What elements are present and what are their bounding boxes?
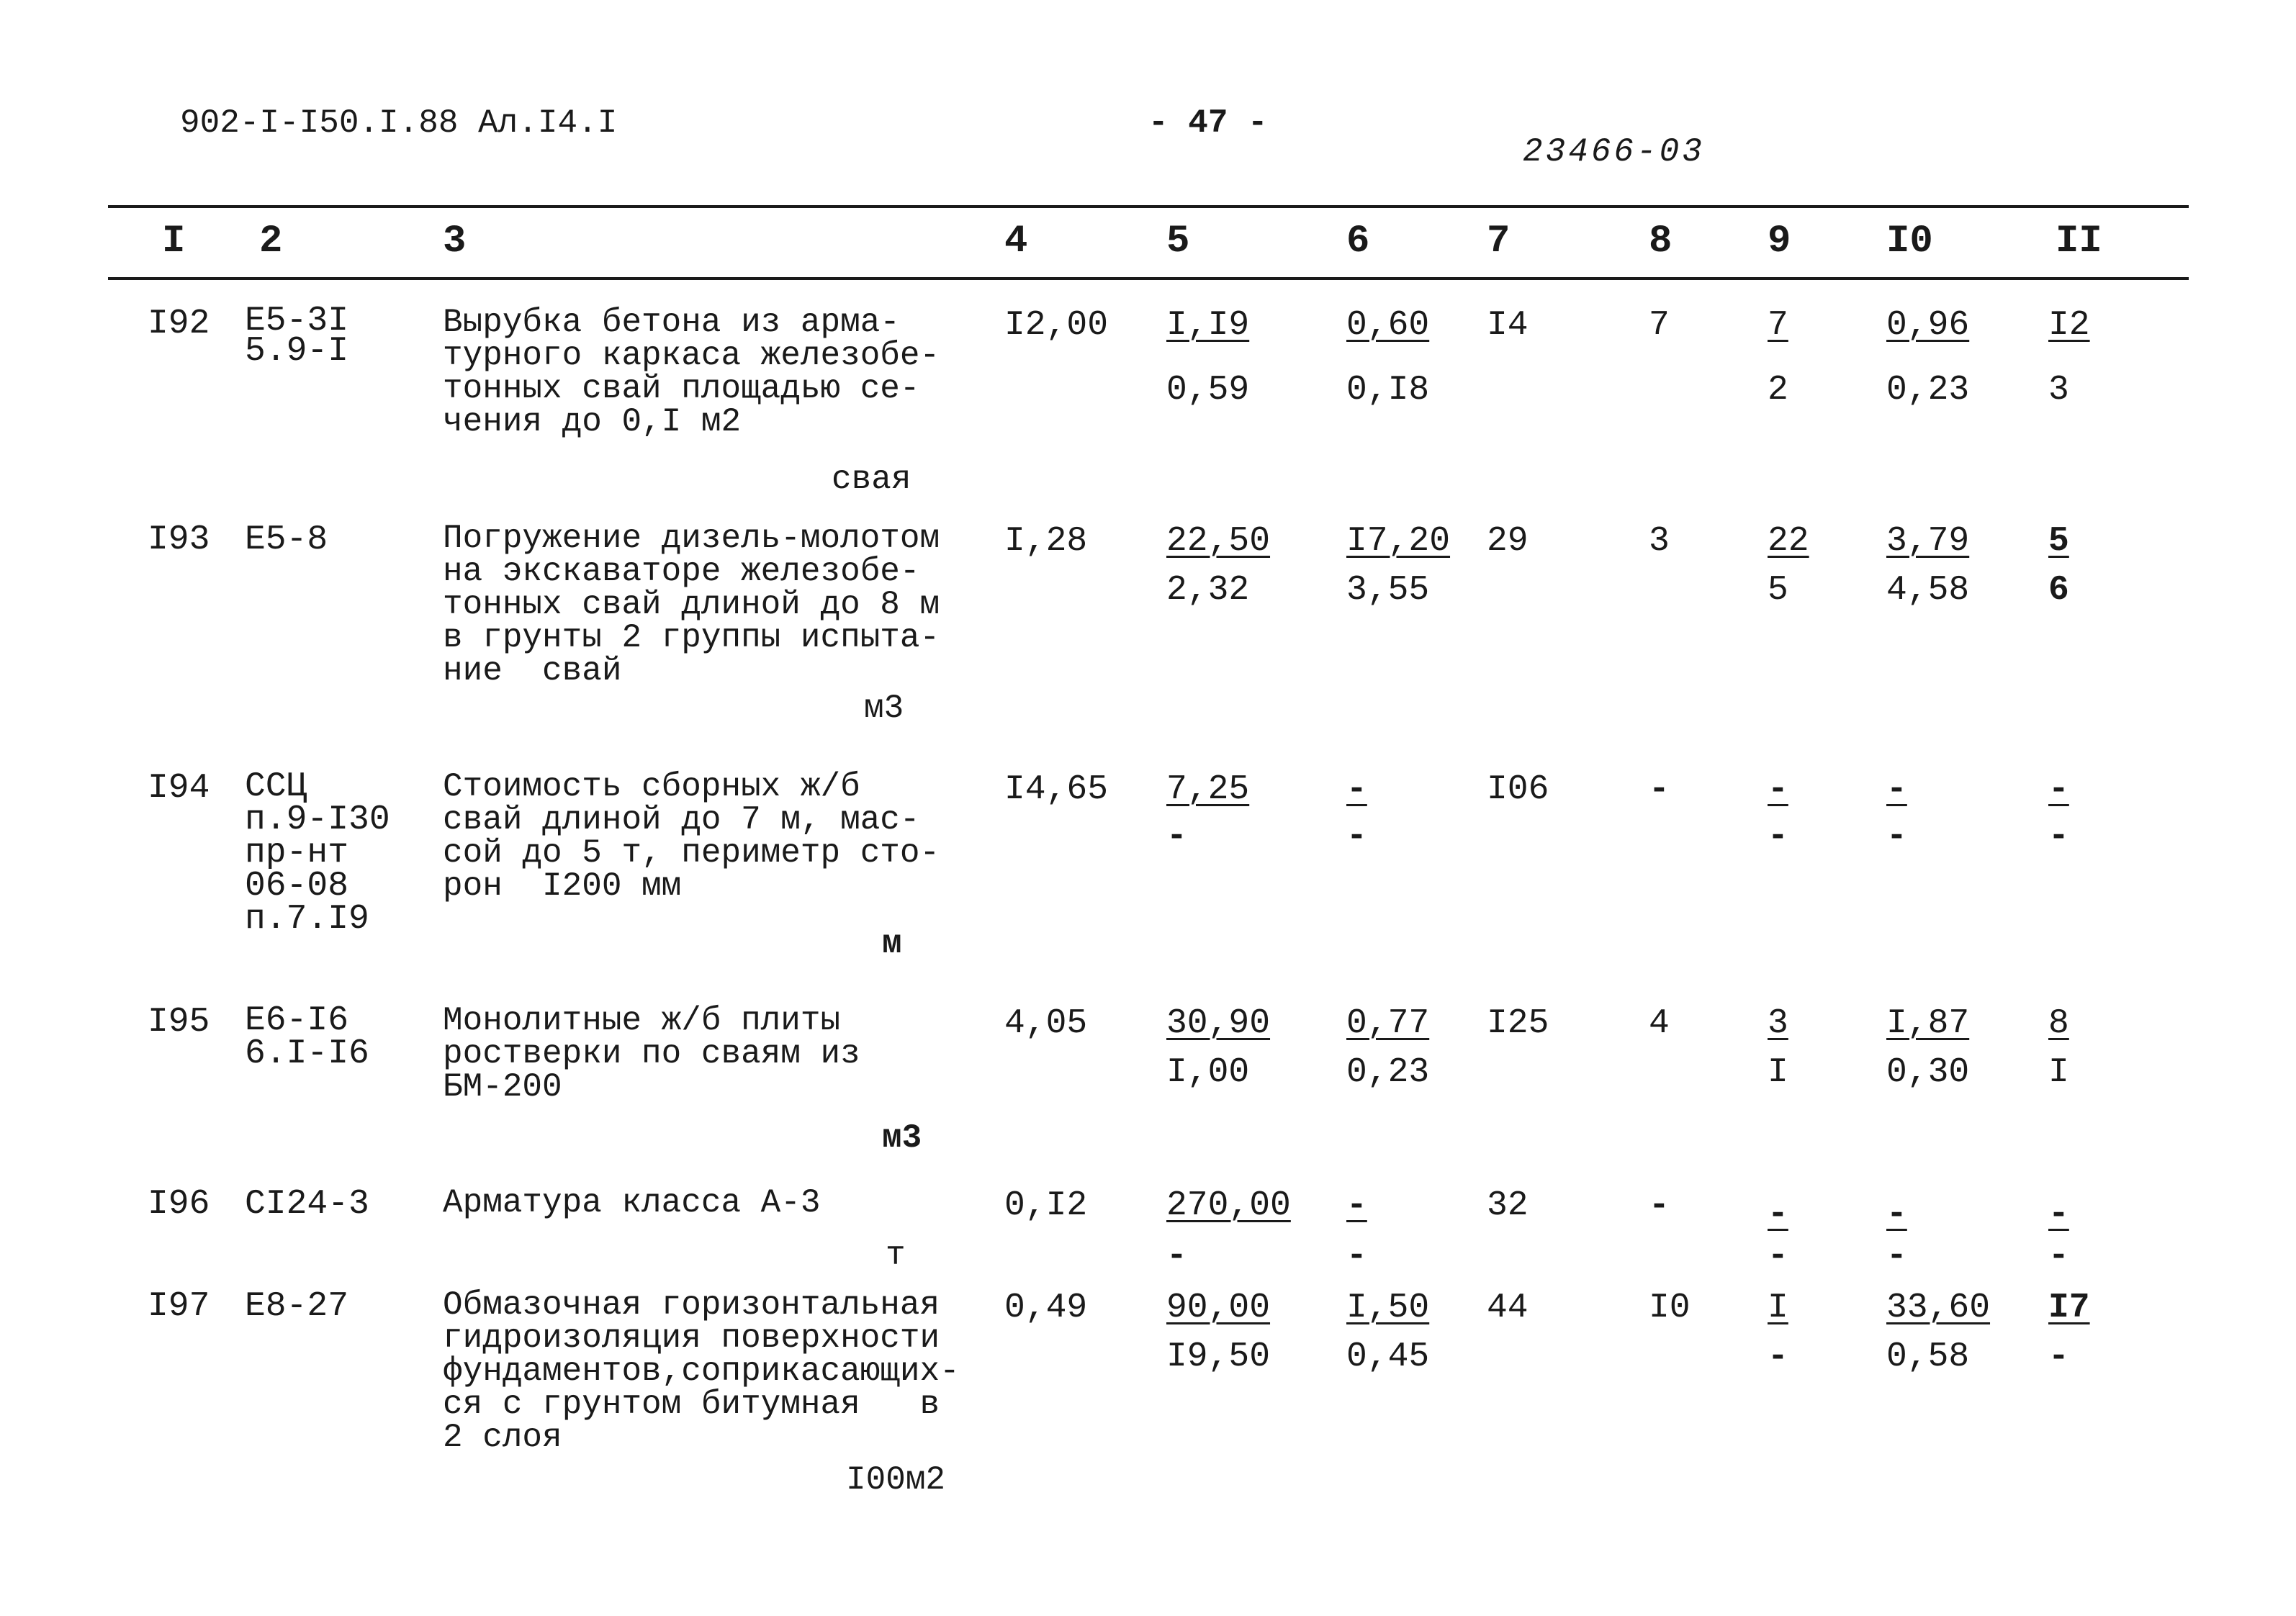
c10-top: 0,96: [1886, 306, 1970, 345]
c10-bottom: -: [1886, 817, 1907, 856]
c8: 7: [1649, 306, 1670, 345]
c6-bottom: 0,45: [1346, 1337, 1430, 1376]
c5-top: 7,25: [1166, 770, 1250, 809]
c10-top: 3,79: [1886, 522, 1970, 561]
c9-bottom: I: [1768, 1053, 1788, 1092]
c7: 29: [1487, 522, 1529, 561]
norm-code: E5-8: [245, 520, 328, 559]
c6-top: 0,77: [1346, 1004, 1430, 1043]
c9-top: 7: [1768, 306, 1788, 345]
work-description: Стоимость сборных ж/б свай длиной до 7 м, мас- сой до 5 т, периметр сто- рон I200 мм: [443, 768, 940, 905]
c10-top: -: [1886, 770, 1907, 809]
c7: 32: [1487, 1186, 1529, 1225]
c10-bottom: -: [1886, 1237, 1907, 1276]
c9-bottom: -: [1768, 817, 1788, 856]
c6-top: 0,60: [1346, 306, 1430, 345]
c9-bottom: -: [1768, 1237, 1788, 1276]
column-header: 6: [1346, 220, 1370, 263]
c5-bottom: 2,32: [1166, 571, 1250, 610]
c5-top: I,I9: [1166, 306, 1250, 345]
c9-bottom: 5: [1768, 571, 1788, 610]
row-number: I93: [148, 520, 210, 559]
quantity: 4,05: [1004, 1004, 1088, 1043]
c8: 3: [1649, 522, 1670, 561]
c5-bottom: 0,59: [1166, 371, 1250, 410]
c5-top: 22,50: [1166, 522, 1271, 561]
c11-top: -: [2048, 770, 2069, 809]
row-number: I95: [148, 1003, 210, 1042]
norm-code: E8-27: [245, 1287, 349, 1326]
c7: 44: [1487, 1288, 1529, 1327]
norm-code: E6-I6 6.I-I6: [245, 1001, 369, 1073]
c11-top: -: [2048, 1195, 2069, 1234]
c11-bottom: 6: [2048, 571, 2069, 610]
c6-bottom: 0,23: [1346, 1053, 1430, 1092]
doc-code: 902-I-I50.I.88 Ал.I4.I: [180, 104, 618, 142]
quantity: I,28: [1004, 522, 1088, 561]
norm-code: E5-3I 5.9-I: [245, 302, 349, 371]
column-header: I: [162, 220, 186, 263]
quantity: I4,65: [1004, 770, 1109, 809]
c7: I25: [1487, 1004, 1549, 1043]
table-top-rule: [108, 205, 2189, 208]
c8: -: [1649, 1186, 1670, 1225]
c5-bottom: I9,50: [1166, 1337, 1271, 1376]
ref-number: 23466-03: [1523, 133, 1705, 171]
c8: I0: [1649, 1288, 1691, 1327]
c6-top: -: [1346, 770, 1367, 809]
c7: I06: [1487, 770, 1549, 809]
c11-top: 8: [2048, 1004, 2069, 1043]
table-header-rule: [108, 277, 2189, 280]
work-description: Погружение дизель-молотом на экскаваторе железобе- тонных свай длиной до 8 м в грунты 2 группы испыта- ние свай: [443, 520, 940, 690]
c11-top: I2: [2048, 306, 2090, 345]
c11-bottom: -: [2048, 1337, 2069, 1376]
column-header: 9: [1768, 220, 1791, 263]
column-header: 7: [1487, 220, 1511, 263]
c10-top: I,87: [1886, 1004, 1970, 1043]
column-header: I0: [1886, 220, 1933, 263]
work-description: Обмазочная горизонтальная гидроизоляция поверхности фундаментов,соприкасающих- ся с грунтом битумная в 2 слоя: [443, 1286, 960, 1456]
unit: м: [882, 925, 902, 962]
c11-bottom: -: [2048, 1237, 2069, 1276]
column-header: 3: [443, 220, 467, 263]
column-header: 2: [259, 220, 283, 263]
c9-top: -: [1768, 770, 1788, 809]
c11-bottom: -: [2048, 817, 2069, 856]
column-header: 8: [1649, 220, 1673, 263]
unit: м3: [864, 690, 904, 727]
c10-bottom: 0,58: [1886, 1337, 1970, 1376]
row-number: I96: [148, 1185, 210, 1224]
c11-bottom: 3: [2048, 371, 2069, 410]
c10-top: -: [1886, 1195, 1907, 1234]
c5-top: 30,90: [1166, 1004, 1271, 1043]
row-number: I94: [148, 769, 210, 808]
c9-top: 22: [1768, 522, 1809, 561]
c10-top: 33,60: [1886, 1288, 1991, 1327]
c10-bottom: 4,58: [1886, 571, 1970, 610]
c10-bottom: 0,30: [1886, 1053, 1970, 1092]
c7: I4: [1487, 306, 1529, 345]
norm-code: CI24-3: [245, 1185, 369, 1224]
row-number: I97: [148, 1287, 210, 1326]
column-header: II: [2056, 220, 2102, 263]
c6-bottom: 3,55: [1346, 571, 1430, 610]
c5-bottom: -: [1166, 817, 1187, 856]
c6-bottom: -: [1346, 1237, 1367, 1276]
c6-top: I7,20: [1346, 522, 1451, 561]
c8: 4: [1649, 1004, 1670, 1043]
work-description: Монолитные ж/б плиты ростверки по сваям из БМ-200: [443, 1002, 860, 1106]
c5-bottom: I,00: [1166, 1053, 1250, 1092]
c5-bottom: -: [1166, 1237, 1187, 1276]
c6-top: -: [1346, 1186, 1367, 1225]
quantity: 0,49: [1004, 1288, 1088, 1327]
unit: т: [886, 1237, 906, 1274]
norm-code: ССЦ п.9-I30 пр-нт 06-08 п.7.I9: [245, 767, 390, 939]
page-number: - 47 -: [1148, 104, 1268, 142]
quantity: 0,I2: [1004, 1186, 1088, 1225]
c5-top: 270,00: [1166, 1186, 1291, 1225]
work-description: Вырубка бетона из арма- турного каркаса железобе- тонных свай площадью се- чения до 0,I м2: [443, 304, 940, 441]
c6-bottom: 0,I8: [1346, 371, 1430, 410]
work-description: Арматура класса А-3: [443, 1184, 821, 1222]
unit: I00м2: [846, 1461, 946, 1499]
column-header: 4: [1004, 220, 1028, 263]
c5-top: 90,00: [1166, 1288, 1271, 1327]
unit: свая: [832, 461, 911, 498]
c9-bottom: -: [1768, 1337, 1788, 1376]
c10-bottom: 0,23: [1886, 371, 1970, 410]
c9-top: -: [1768, 1195, 1788, 1234]
column-header: 5: [1166, 220, 1190, 263]
c6-bottom: -: [1346, 817, 1367, 856]
c11-bottom: I: [2048, 1053, 2069, 1092]
unit: м3: [882, 1119, 922, 1157]
c11-top: 5: [2048, 522, 2069, 561]
c9-bottom: 2: [1768, 371, 1788, 410]
c9-top: 3: [1768, 1004, 1788, 1043]
c8: -: [1649, 770, 1670, 809]
c6-top: I,50: [1346, 1288, 1430, 1327]
quantity: I2,00: [1004, 306, 1109, 345]
c11-top: I7: [2048, 1288, 2090, 1327]
c9-top: I: [1768, 1288, 1788, 1327]
row-number: I92: [148, 304, 210, 343]
